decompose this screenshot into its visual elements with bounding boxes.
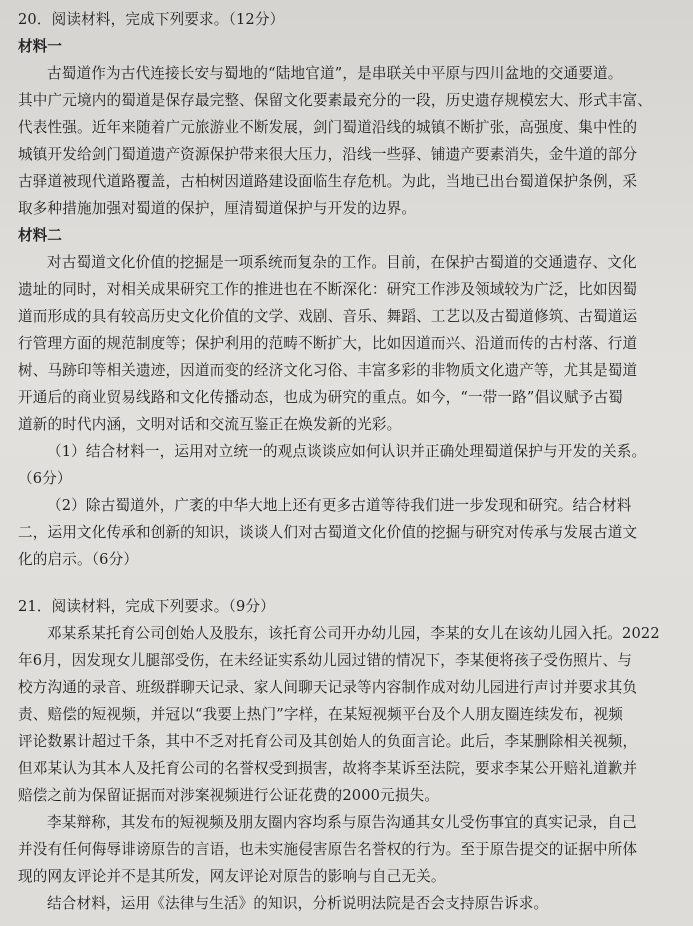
question-21-task: 结合材料，运用《法律与生活》的知识，分析说明法院是否会支持原告诉求。 (47, 895, 549, 912)
text-line: 遗址的同时，对相关成果研究工作的推进也在不断深化：研究工作涉及领域较为广泛，比如因蜀 (18, 281, 638, 298)
text-line: 代表性强。近年来随着广元旅游业不断发展，剑门蜀道沿线的城镇不断扩张，高强度、集中性的 (18, 119, 638, 136)
text-line: 但邓某认为其本人及托育公司的名誉权受到损害，故将李某诉至法院，要求李某公开赔礼道歉并 (18, 760, 638, 777)
text-line: 校方沟通的录音、班级群聊天记录、家人间聊天记录等内容制作成对幼儿园进行声讨并要求其负 (18, 679, 638, 696)
question-21 (18, 593, 679, 917)
text-line: 对古蜀道文化价值的挖掘是一项系统而复杂的工作。目前，在保护古蜀道的交通遗存、文化 (47, 254, 637, 271)
text-line: 责、赔偿的短视频，并冠以“我要上热门”字样，在某短视频平台及个人朋友圈连续发布，视频 (18, 706, 623, 723)
text-line: 赔偿之前为保留证据而对涉案视频进行公证花费的2000元损失。 (18, 787, 440, 804)
text-line: 李某辩称，其发布的短视频及朋友圈内容均系与原告沟通其女儿受伤事宜的真实记录，自己 (47, 814, 637, 831)
text-line: 道新的时代内涵，文明对话和交流互鉴正在焕发新的光彩。 (18, 416, 402, 433)
case-paragraph-1 (18, 620, 679, 809)
question-21-title: 21．阅读材料，完成下列要求。（9分） (18, 598, 275, 615)
sub-question-2 (18, 492, 679, 573)
text-line: 行管理方面的规范制度等；保护利用的范畴不断扩大，比如因道而兴、沿道而传的古村落、行道 (18, 335, 638, 352)
text-line: 古蜀道作为古代连接长安与蜀地的“陆地官道”，是串联关中平原与四川盆地的交通要道。 (47, 65, 623, 82)
material-one-text (18, 60, 679, 222)
material-two-heading: 材料二 (18, 227, 62, 244)
sub-question-1 (18, 438, 679, 492)
case-paragraph-2 (18, 809, 679, 890)
text-line: 化的启示。（6分） (18, 551, 139, 568)
text-line: 取多种措施加强对蜀道的保护，厘清蜀道保护与开发的边界。 (18, 200, 417, 217)
material-two-text (18, 249, 679, 438)
text-line: 评论数累计超过千条，其中不乏对托育公司及其创始人的负面言论。此后，李某删除相关视频， (18, 733, 638, 750)
text-line: 二，运用文化传承和创新的知识，谈谈人们对古蜀道文化价值的挖掘与研究对传承与发展古道文 (18, 524, 638, 541)
text-line: 城镇开发给剑门蜀道遗产资源保护带来很大压力，沿线一些驿、铺遗产要素消失，金牛道的部分 (18, 146, 638, 163)
text-line: 年6月，因发现女儿腿部受伤，在未经证实系幼儿园过错的情况下，李某便将孩子受伤照片、与 (18, 652, 632, 669)
material-one-heading: 材料一 (18, 38, 62, 55)
text-line: 开通后的商业贸易线路和文化传播动态，也成为研究的重点。如今，“一带一路”倡议赋予古蜀 (18, 389, 623, 406)
question-20-title: 20．阅读材料，完成下列要求。（12分） (18, 11, 285, 28)
text-line: 并没有任何侮辱诽谤原告的言语，也未实施侵害原告名誉权的行为。至于原告提交的证据中所体 (18, 841, 638, 858)
text-line: 树、马跡印等相关遗迹，因道而变的经济文化习俗、丰富多彩的非物质文化遗产等，尤其是蜀道 (18, 362, 638, 379)
text-line: （2）除古蜀道外，广袤的中华大地上还有更多古道等待我们进一步发现和研究。结合材料 (47, 497, 632, 514)
text-line: 其中广元境内的蜀道是保存最完整、保留文化要素最充分的一段，历史遗存规模宏大、形式丰富、 (18, 92, 652, 109)
text-line: （6分） (18, 470, 72, 487)
text-line: （1）结合材料一，运用对立统一的观点谈谈应如何认识并正确处理蜀道保护与开发的关系。 (47, 443, 647, 460)
question-20 (18, 6, 679, 573)
text-line: 古驿道被现代道路覆盖，古柏树因道路建设面临生存危机。为此，当地已出台蜀道保护条例，采 (18, 173, 638, 190)
text-line: 邓某系某托育公司创始人及股东，该托育公司开办幼儿园，李某的女儿在该幼儿园入托。2022 (47, 625, 660, 642)
text-line: 道而形成的具有较高历史文化价值的文学、戏剧、音乐、舞蹈、工艺以及古蜀道修筑、古蜀道运 (18, 308, 638, 325)
text-line: 现的网友评论并不是其所发，网友评论对原告的影响与自己无关。 (18, 868, 446, 885)
